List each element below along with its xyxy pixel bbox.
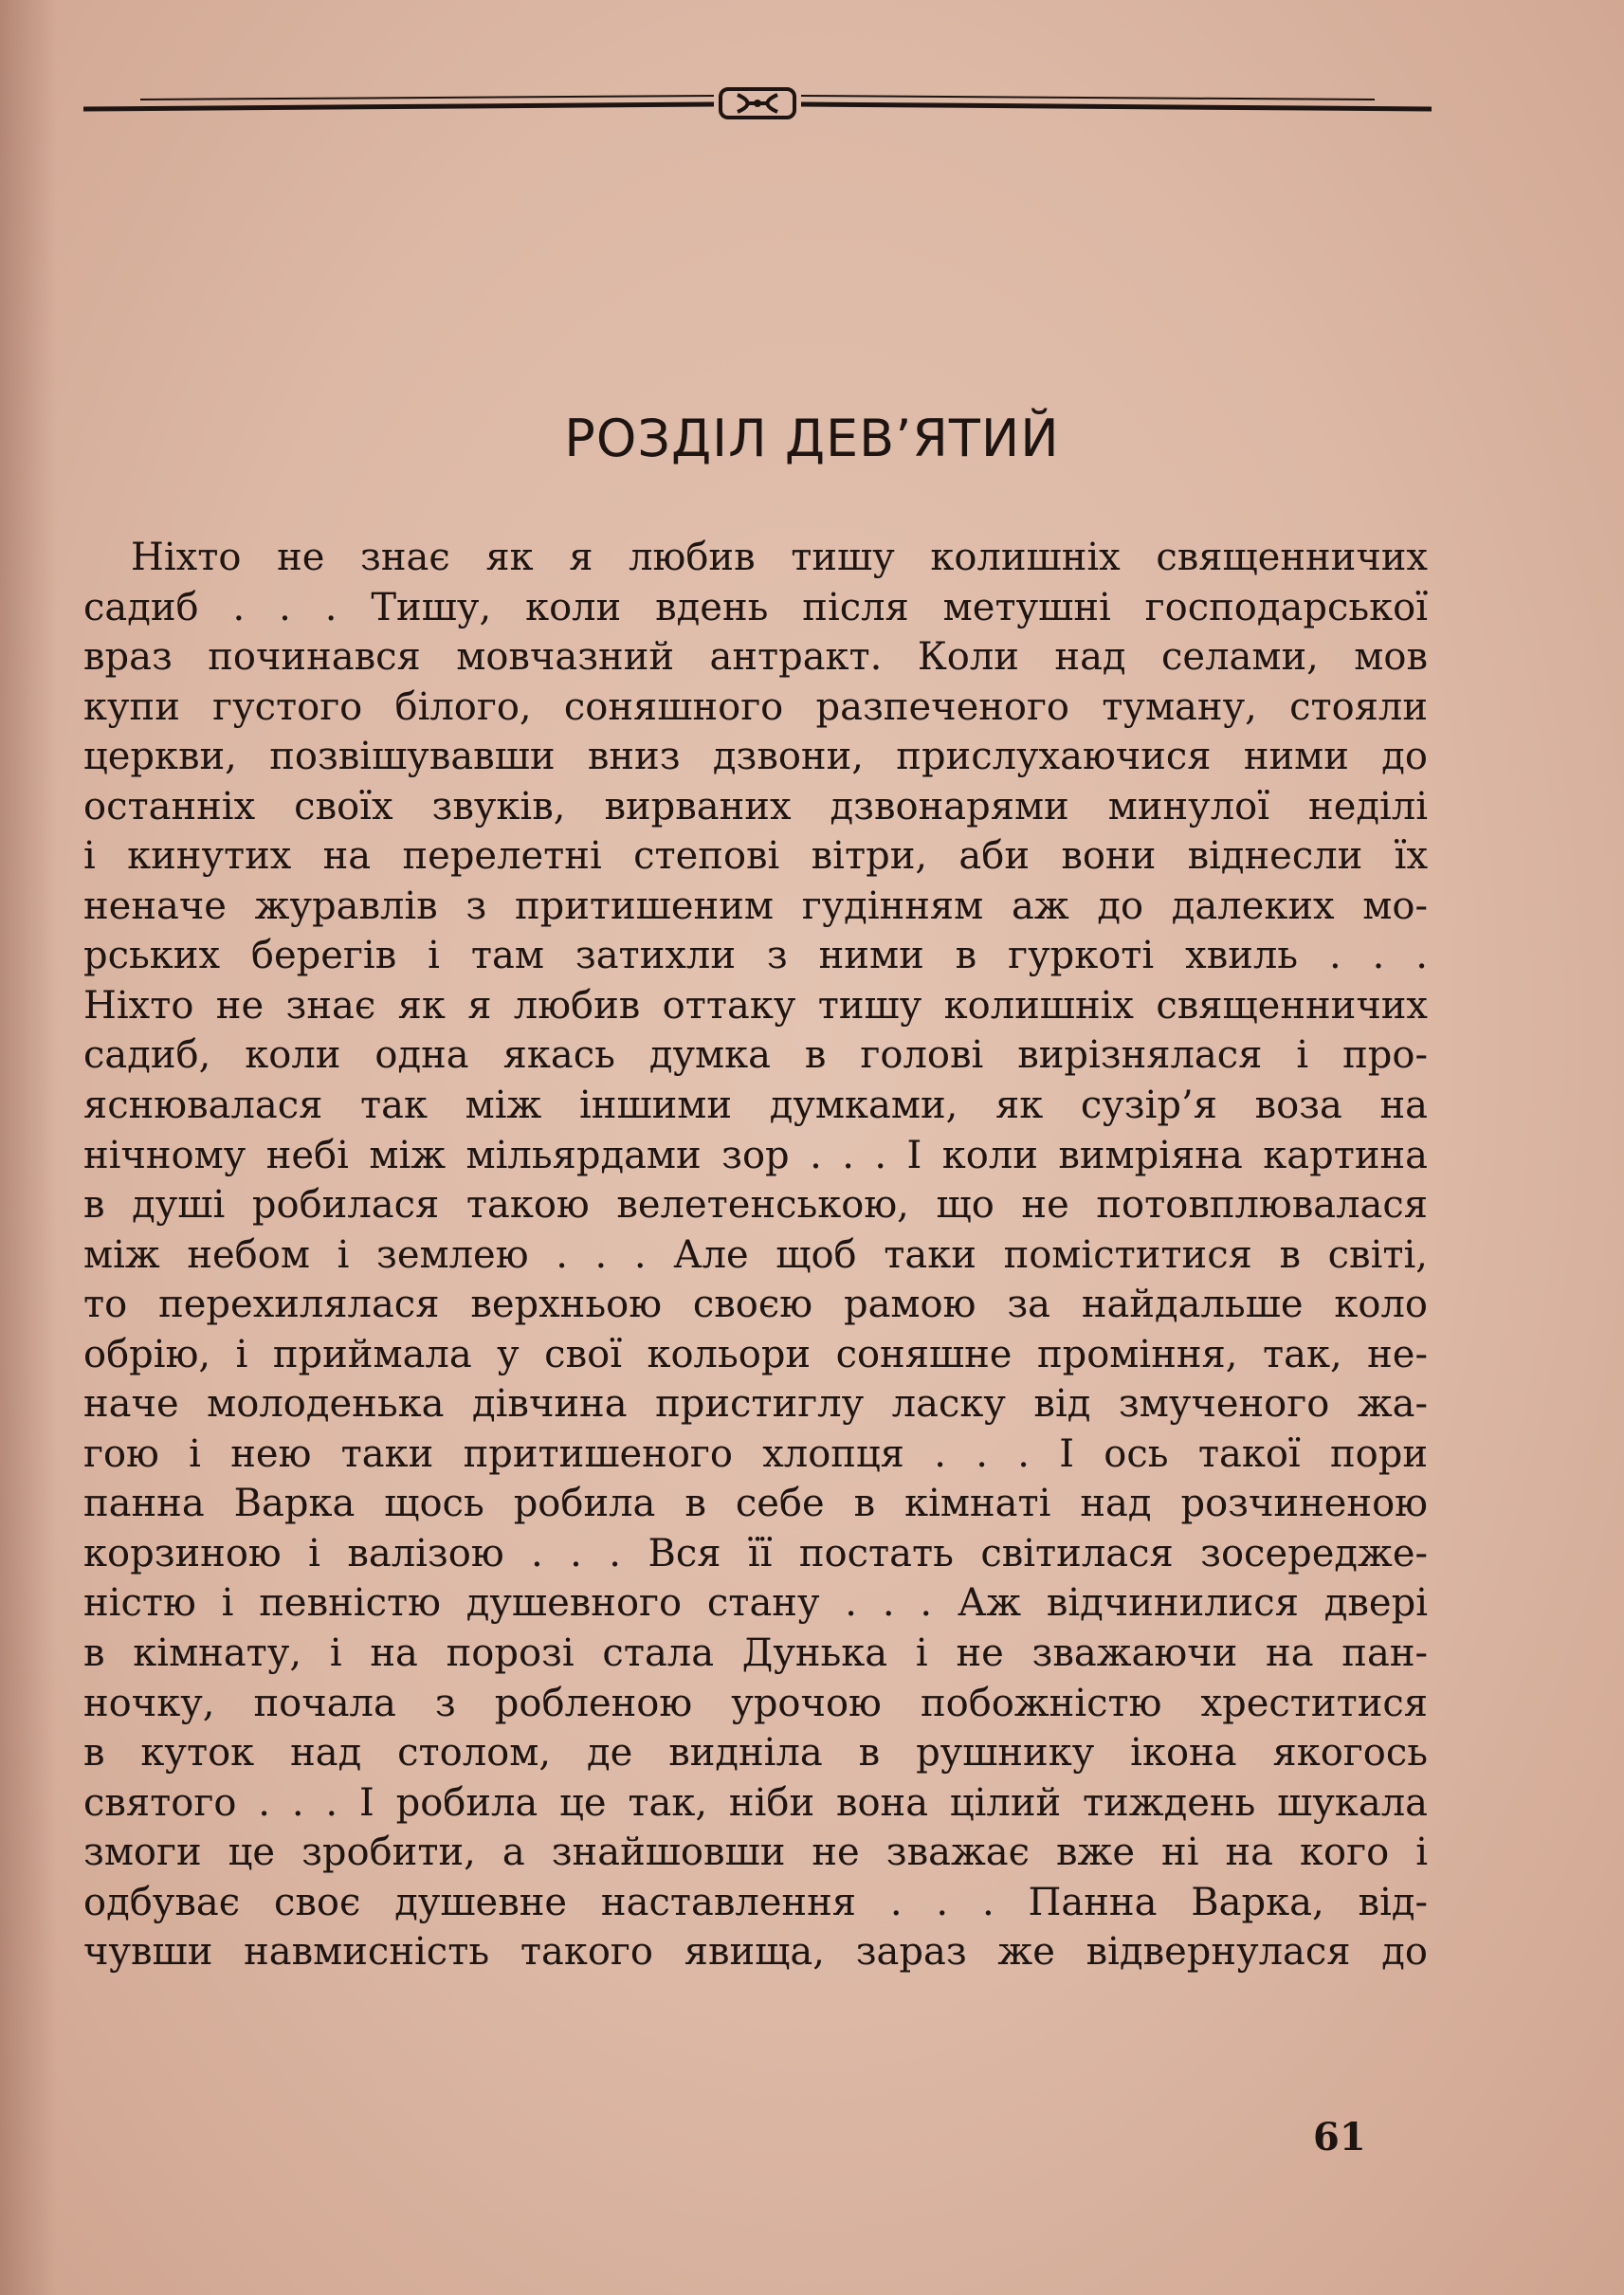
text-line: панна Варка щось робила в себе в кімнаті над розчиненою xyxy=(83,1482,1428,1526)
text-line: одбуває своє душевне наставлення . . . Панна Варка, від- xyxy=(83,1880,1428,1924)
text-line: ночку, почала з робленою урочою побожністю хреститися xyxy=(83,1681,1428,1725)
text-line: купи густого білого, соняшного разпеченого туману, стояли xyxy=(83,684,1428,729)
text-line: яснювалася так між іншими думками, як сузір’я воза на xyxy=(83,1084,1428,1128)
text-line: в душі робилася такою велетенською, що не потовплювалася xyxy=(83,1183,1428,1228)
text-line: в куток над столом, де виднілa в рушнику ікона якогось xyxy=(83,1731,1428,1776)
chapter-title: РОЗДІЛ ДЕВ’ЯТИЙ xyxy=(564,409,1060,468)
text-line: наче молоденька дівчина пристиглу ласку від змученого жа- xyxy=(83,1382,1428,1427)
text-line: неначе журавлів з притишеним гудінням аж до далеких мо- xyxy=(83,883,1428,928)
text-line: в кімнату, і на порозі стала Дунька і не зважаючи на пан- xyxy=(83,1631,1428,1676)
text-line: церкви, позвішувавши вниз дзвони, прислухаючися ними до xyxy=(83,735,1428,779)
text-line: змоги це зробити, а знайшовши не зважає вже ні на кого і xyxy=(83,1831,1428,1875)
text-line: корзиною і валізою . . . Вся її постать світилася зосередже- xyxy=(83,1531,1428,1576)
text-line: враз починався мовчазний антракт. Коли над селами, мов xyxy=(83,635,1428,680)
header-ornament xyxy=(83,82,1432,129)
text-line: святого . . . І робила це так, ніби вона цілий тиждень шукала xyxy=(83,1780,1428,1825)
text-line: Ніхто не знає як я любив тишу колишніх священничих xyxy=(131,536,1428,579)
page-number: 61 xyxy=(1313,2115,1366,2159)
text-line: обрію, і приймала у свої кольори соняшне проміння, так, не- xyxy=(83,1332,1428,1376)
text-line: садиб . . . Тишу, коли вдень після метушні господарської xyxy=(83,585,1428,629)
text-line: садиб, коли одна якась думка в голові вирізнялася і про- xyxy=(83,1033,1428,1078)
text-line: нічному небі між мільярдами зор . . . І коли вимріяна картина xyxy=(83,1133,1428,1177)
text-line: і кинутих на перелетні степові вітри, аби вони віднесли їх xyxy=(83,834,1428,879)
text-line: останніх своїх звуків, вирваних дзвонарями минулої неділі xyxy=(83,784,1428,829)
text-line: ністю і певністю душевного стану . . . Аж відчинилися двері xyxy=(83,1581,1428,1626)
text-line: чувши навмисність такого явища, зараз же відвернулася до xyxy=(83,1930,1428,1975)
text-line: між небом і землею . . . Але щоб таки поміститися в світі, xyxy=(83,1232,1428,1277)
text-line: то перехилялася верхньою своєю рамою за найдальше коло xyxy=(83,1283,1428,1327)
text-line: гою і нею таки притишеного хлопця . . . І ось такої пори xyxy=(83,1431,1428,1476)
text-line: Ніхто не знає як я любив оттаку тишу колишніх священничих xyxy=(83,983,1428,1028)
text-line: рських берегів і там затихли з ними в гуркоті хвиль . . . xyxy=(83,934,1428,978)
chapter-text xyxy=(83,533,1428,1977)
